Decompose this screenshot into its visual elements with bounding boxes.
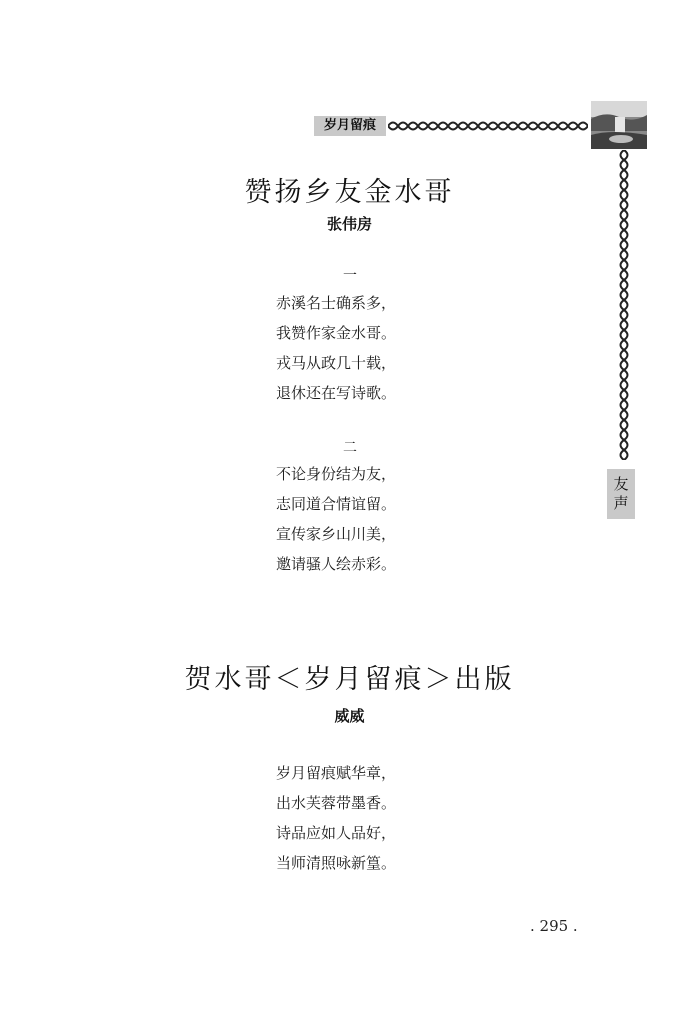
stanza [276, 459, 476, 579]
stanza [276, 288, 476, 408]
stanza [276, 758, 476, 878]
waterfall-photo [591, 101, 647, 149]
section-tab-char: 声 [613, 494, 629, 512]
poem-line: 当师清照咏新篁。 [276, 854, 397, 872]
poem-line: 岁月留痕赋华章， [276, 764, 397, 782]
poem-line: 我赞作家金水哥。 [276, 324, 397, 342]
poem-title: 贺水哥＜岁月留痕＞出版 [184, 664, 515, 695]
poem-author: 威威 [334, 707, 365, 725]
running-header-tag: 岁月留痕 [314, 116, 386, 136]
poem-line: 出水芙蓉带墨香。 [276, 794, 397, 812]
stanza-number: 一 [343, 268, 357, 284]
poem-line: 诗品应如人品好， [276, 824, 397, 842]
poem-line: 邀请骚人绘赤彩。 [276, 555, 397, 573]
page-number: . 295 . [530, 917, 578, 935]
poem-author: 张伟房 [326, 215, 372, 233]
section-tab-char: 友 [613, 475, 629, 493]
poem-line: 不论身份结为友， [276, 465, 397, 483]
poem-line: 赤溪名士确系多， [276, 294, 397, 312]
poem-line: 志同道合情谊留。 [276, 495, 397, 513]
poem-title: 赞扬乡友金水哥 [244, 177, 455, 208]
poem-line: 退休还在写诗歌。 [276, 384, 397, 402]
section-tab [607, 469, 635, 519]
stanza-number: 二 [343, 440, 357, 456]
header-scroll-ornament [388, 117, 588, 135]
poem-line: 戎马从政几十载， [276, 354, 397, 372]
poem-line: 宣传家乡山川美， [276, 525, 397, 543]
